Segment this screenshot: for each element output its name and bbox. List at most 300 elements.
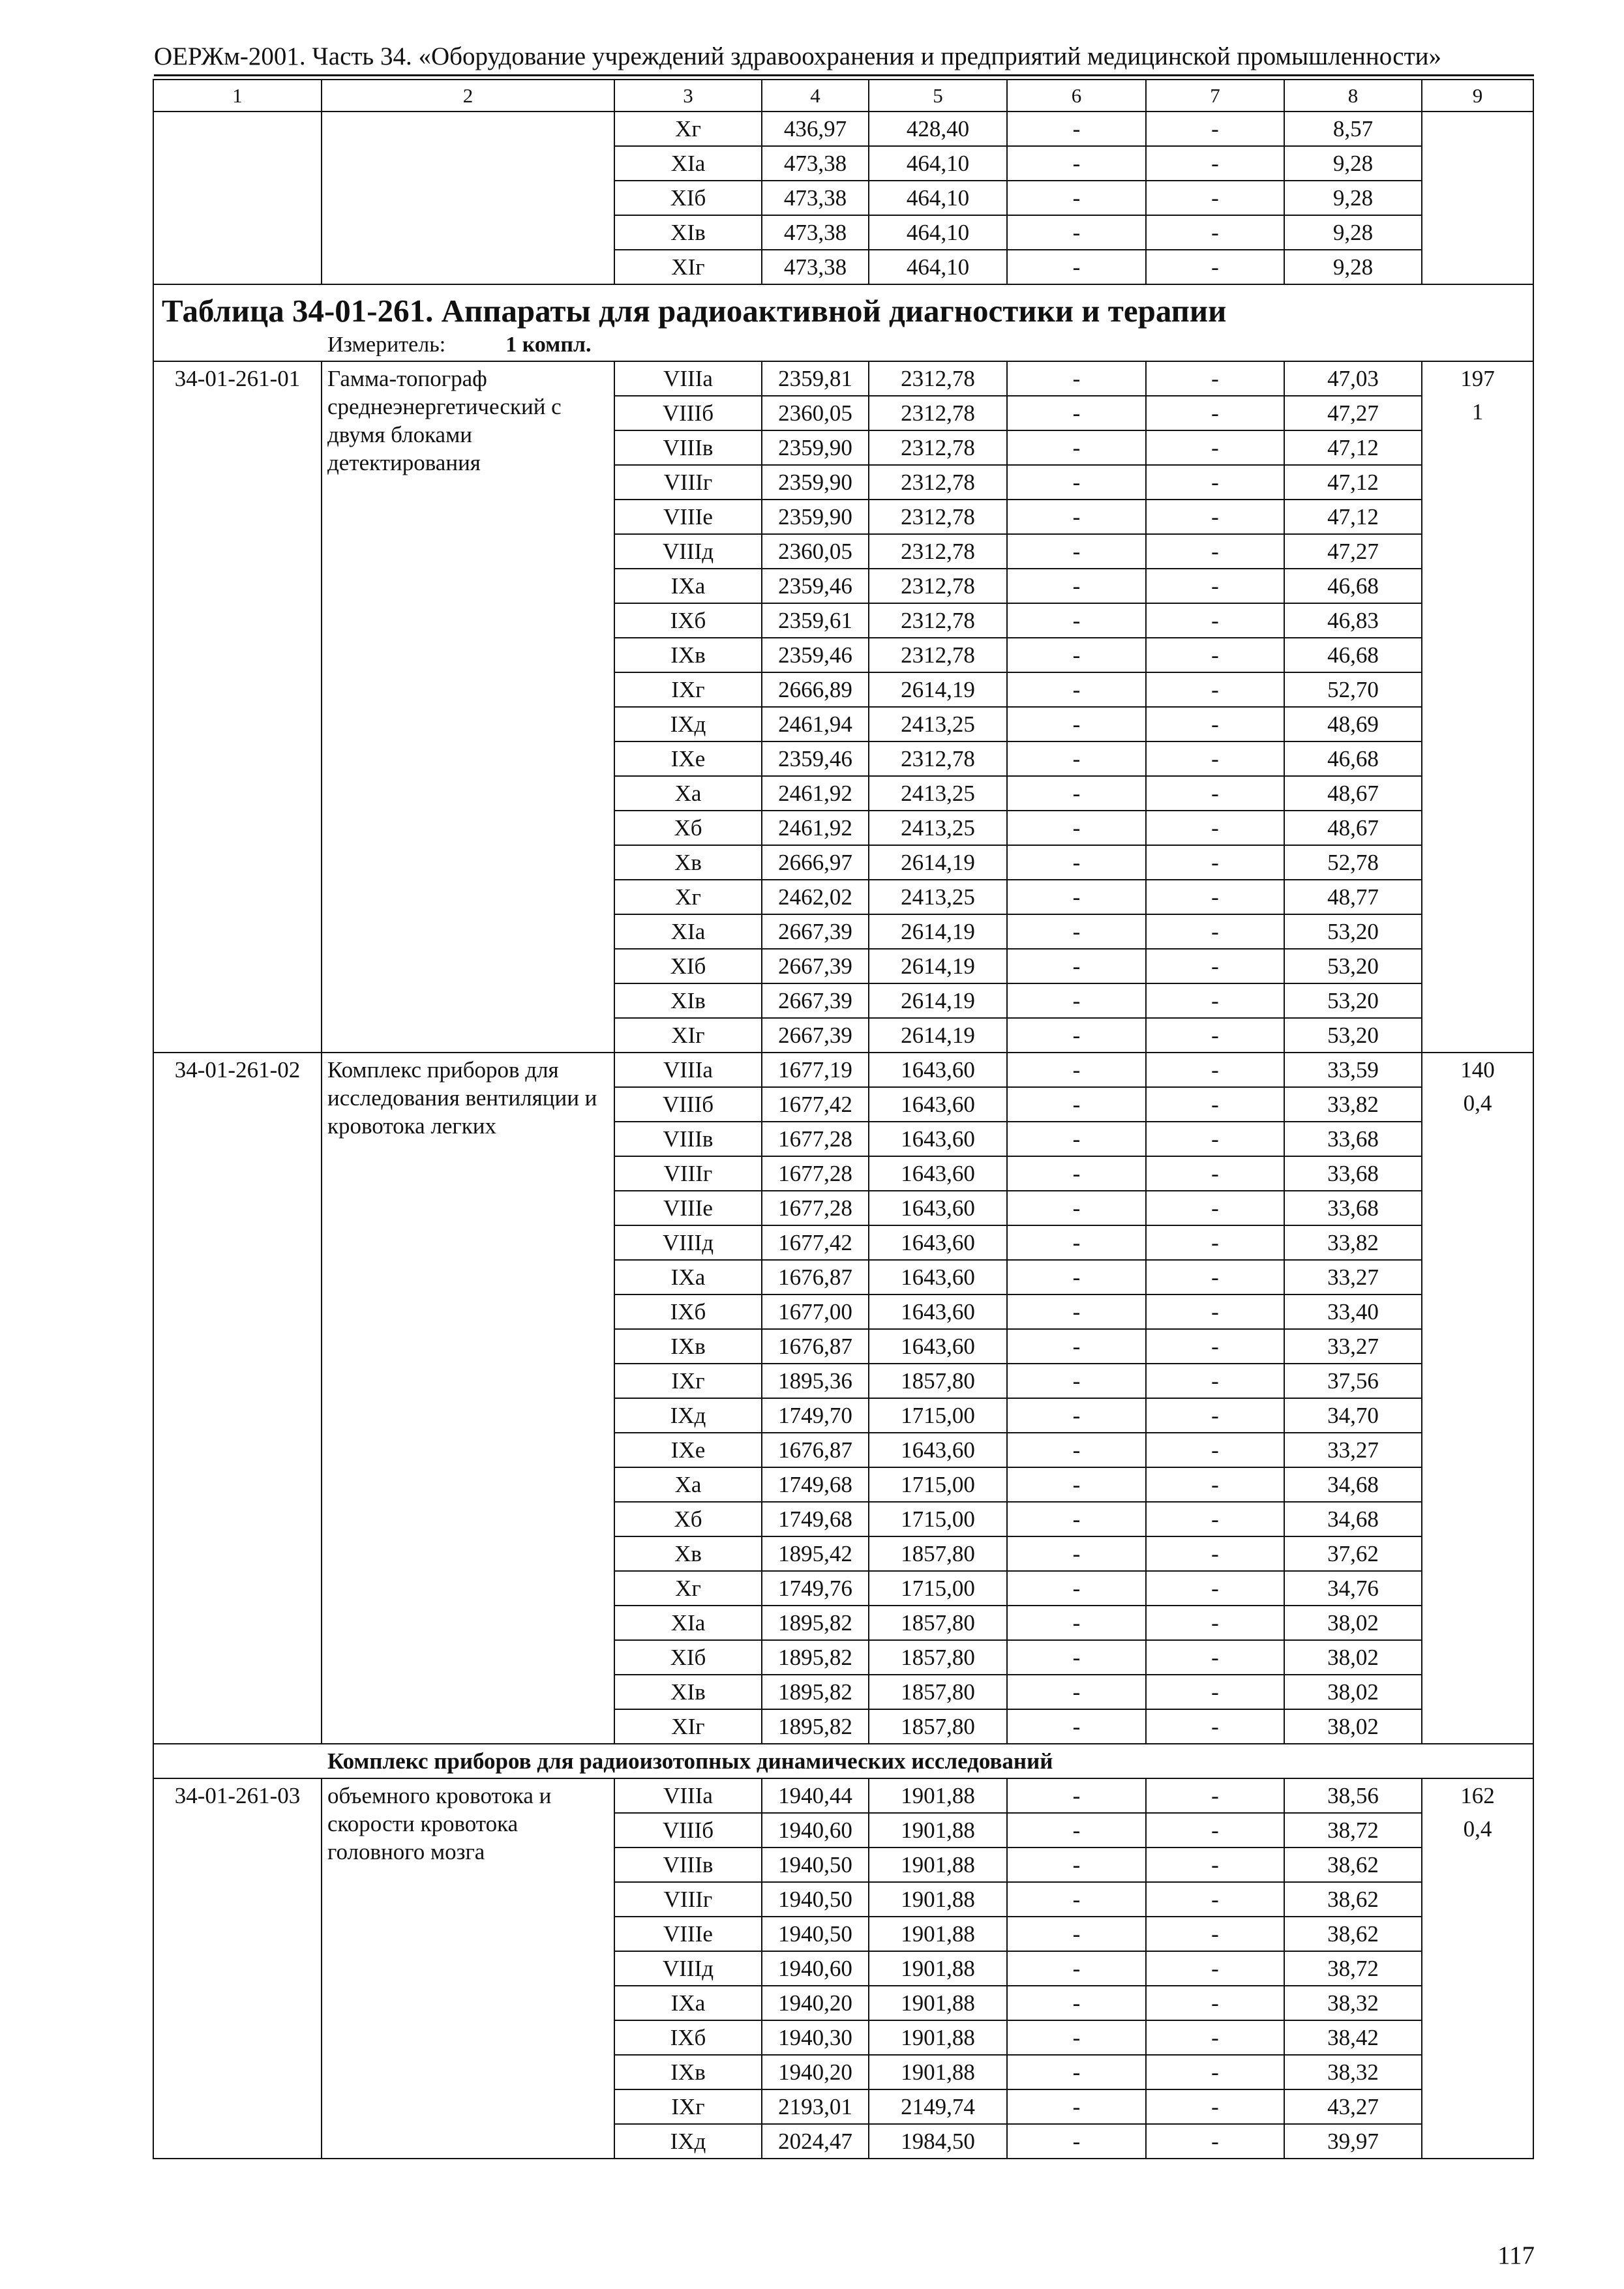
table-cell: VIIIа (614, 361, 762, 396)
table-cell: - (1146, 1502, 1284, 1536)
table-cell: 1643,60 (869, 1294, 1007, 1329)
table-cell: 1677,19 (762, 1053, 869, 1087)
table-cell: 1901,88 (869, 2055, 1007, 2089)
table-cell: - (1007, 1848, 1146, 1882)
table-cell: 38,02 (1284, 1675, 1422, 1709)
table-row (153, 361, 1533, 396)
table-cell: 47,12 (1284, 465, 1422, 500)
table-cell: - (1007, 776, 1146, 811)
table-cell: - (1007, 672, 1146, 707)
table-cell: 2413,25 (869, 811, 1007, 845)
table-cell: 1643,60 (869, 1433, 1007, 1467)
table-cell: 1895,36 (762, 1364, 869, 1398)
table-cell: - (1146, 1882, 1284, 1917)
table-cell: 38,42 (1284, 2020, 1422, 2055)
table-cell: 1749,68 (762, 1467, 869, 1502)
table-cell: - (1146, 1225, 1284, 1260)
table-cell: VIIIг (614, 1156, 762, 1191)
table-cell: 1715,00 (869, 1398, 1007, 1433)
table-cell: IXв (614, 1329, 762, 1364)
table-cell: XIа (614, 914, 762, 949)
table-cell: - (1146, 776, 1284, 811)
table-cell: - (1146, 1675, 1284, 1709)
table-cell: 436,97 (762, 112, 869, 146)
table-cell: VIIIв (614, 1848, 762, 1882)
column-number: 4 (762, 80, 869, 112)
table-cell: 34,68 (1284, 1467, 1422, 1502)
table-cell: - (1146, 1467, 1284, 1502)
table-cell: IXб (614, 2020, 762, 2055)
table-cell: - (1146, 569, 1284, 603)
resource-code: 34-01-261-03 (153, 1778, 322, 2159)
table-cell: - (1007, 811, 1146, 845)
table-cell: - (1007, 845, 1146, 880)
mass-cell (1422, 361, 1533, 1053)
table-cell: - (1146, 215, 1284, 250)
table-cell: VIIIв (614, 1122, 762, 1156)
table-cell: 2667,39 (762, 983, 869, 1018)
table-cell: 1940,60 (762, 1813, 869, 1848)
table-cell: 1940,20 (762, 1986, 869, 2020)
resource-code: 34-01-261-01 (153, 361, 322, 1053)
table-cell: 1643,60 (869, 1260, 1007, 1294)
table-cell: 9,28 (1284, 215, 1422, 250)
table-cell: 46,68 (1284, 569, 1422, 603)
table-heading-cell (153, 284, 1533, 361)
table-cell: 2359,61 (762, 603, 869, 638)
table-cell: - (1146, 2020, 1284, 2055)
table-cell: 33,27 (1284, 1433, 1422, 1467)
table-cell: XIб (614, 181, 762, 215)
table-cell: 38,32 (1284, 2055, 1422, 2089)
table-cell: - (1146, 707, 1284, 741)
table-cell: - (1007, 1882, 1146, 1917)
table-cell: 473,38 (762, 250, 869, 284)
table-cell: 1643,60 (869, 1053, 1007, 1087)
table-cell: - (1007, 983, 1146, 1018)
table-cell: 1901,88 (869, 1917, 1007, 1951)
table-cell: VIIIд (614, 1225, 762, 1260)
table-cell: - (1146, 1571, 1284, 1606)
table-cell: 2614,19 (869, 914, 1007, 949)
table-cell: - (1146, 1018, 1284, 1053)
table-cell: - (1007, 1502, 1146, 1536)
table-cell: - (1007, 215, 1146, 250)
table-cell: - (1007, 1329, 1146, 1364)
table-cell: IXе (614, 741, 762, 776)
table-cell: 2461,92 (762, 776, 869, 811)
table-cell: 1715,00 (869, 1467, 1007, 1502)
column-number: 8 (1284, 80, 1422, 112)
table-cell: 9,28 (1284, 181, 1422, 215)
table-cell: - (1146, 1986, 1284, 2020)
page-header-title: ОЕРЖм-2001. Часть 34. «Оборудование учреждений здравоохранения и предприятий медицинской промышленности» (154, 42, 1441, 70)
table-cell: 1749,68 (762, 1502, 869, 1536)
table-cell: 2667,39 (762, 1018, 869, 1053)
table-cell: 37,56 (1284, 1364, 1422, 1398)
table-cell: 1895,82 (762, 1606, 869, 1640)
table-cell: - (1146, 603, 1284, 638)
table-cell: 1895,82 (762, 1709, 869, 1744)
table-cell: 1857,80 (869, 1675, 1007, 1709)
table-cell: - (1146, 430, 1284, 465)
table-cell: - (1007, 465, 1146, 500)
table-cell: 48,67 (1284, 776, 1422, 811)
table-cell: XIв (614, 1675, 762, 1709)
table-cell: IXд (614, 1398, 762, 1433)
table-cell: 1677,28 (762, 1156, 869, 1191)
table-cell: Xб (614, 811, 762, 845)
table-cell: - (1146, 534, 1284, 569)
table-cell: 1676,87 (762, 1329, 869, 1364)
rates-table (153, 79, 1534, 2159)
table-cell: - (1007, 1951, 1146, 1986)
table-cell: 1676,87 (762, 1433, 869, 1467)
table-row (153, 1053, 1533, 1087)
table-cell: 52,78 (1284, 845, 1422, 880)
table-cell: - (1007, 112, 1146, 146)
table-cell: - (1007, 1398, 1146, 1433)
table-cell: 38,62 (1284, 1917, 1422, 1951)
table-cell: - (1146, 112, 1284, 146)
table-cell: - (1146, 465, 1284, 500)
table-cell: VIIIб (614, 396, 762, 430)
table-cell: 9,28 (1284, 146, 1422, 181)
table-cell: Xв (614, 1536, 762, 1571)
table-cell: XIа (614, 146, 762, 181)
table-cell: - (1007, 741, 1146, 776)
table-cell: 1940,50 (762, 1882, 869, 1917)
table-cell: 52,70 (1284, 672, 1422, 707)
table-cell: 2614,19 (869, 845, 1007, 880)
table-cell: - (1007, 1709, 1146, 1744)
table-cell: IXа (614, 1260, 762, 1294)
table-cell: - (1007, 1433, 1146, 1467)
table-cell: 2413,25 (869, 776, 1007, 811)
table-cell: 1940,44 (762, 1778, 869, 1813)
table-cell: 2312,78 (869, 534, 1007, 569)
table-cell: - (1146, 1640, 1284, 1675)
table-cell: 47,27 (1284, 396, 1422, 430)
table-cell: VIIIд (614, 1951, 762, 1986)
table-cell: - (1146, 2089, 1284, 2124)
table-cell: 2312,78 (869, 430, 1007, 465)
mass-cell (1422, 1778, 1533, 2159)
table-cell: 2312,78 (869, 741, 1007, 776)
table-cell: 34,70 (1284, 1398, 1422, 1433)
column-number: 9 (1422, 80, 1533, 112)
table-cell: 48,77 (1284, 880, 1422, 914)
table-cell: - (1007, 638, 1146, 672)
table-cell: 2614,19 (869, 983, 1007, 1018)
table-cell: VIIIе (614, 1191, 762, 1225)
table-cell: - (1007, 361, 1146, 396)
table-cell: IXа (614, 1986, 762, 2020)
table-cell: 1940,50 (762, 1848, 869, 1882)
table-cell: 1901,88 (869, 1848, 1007, 1882)
table-cell: 2312,78 (869, 361, 1007, 396)
table-cell: 1715,00 (869, 1502, 1007, 1536)
table-cell: 2614,19 (869, 1018, 1007, 1053)
table-cell: 1940,60 (762, 1951, 869, 1986)
table-cell: 2461,94 (762, 707, 869, 741)
table-cell: 34,68 (1284, 1502, 1422, 1536)
table-cell: 1901,88 (869, 1813, 1007, 1848)
column-number: 6 (1007, 80, 1146, 112)
table-cell: 33,40 (1284, 1294, 1422, 1329)
header-divider (154, 74, 1534, 76)
table-cell: - (1146, 2124, 1284, 2159)
table-cell: - (1007, 1294, 1146, 1329)
table-cell: - (1007, 603, 1146, 638)
table-cell: VIIIд (614, 534, 762, 569)
mass-value: 140 (1460, 1057, 1495, 1083)
table-cell: 1901,88 (869, 1951, 1007, 1986)
table-title: Таблица 34-01-261. Аппараты для радиоактивной диагностики и терапии (162, 293, 1227, 329)
table-cell: 2312,78 (869, 638, 1007, 672)
table-cell: - (1146, 811, 1284, 845)
table-cell: 2614,19 (869, 672, 1007, 707)
table-cell: 2193,01 (762, 2089, 869, 2124)
table-row (153, 1778, 1533, 1813)
table-cell: 33,68 (1284, 1156, 1422, 1191)
table-cell: 53,20 (1284, 1018, 1422, 1053)
table-cell: IXб (614, 1294, 762, 1329)
table-row (153, 112, 1533, 146)
table-cell: 33,27 (1284, 1329, 1422, 1364)
table-cell: - (1146, 1848, 1284, 1882)
table-cell: 38,62 (1284, 1882, 1422, 1917)
meter-line (154, 331, 1533, 359)
table-cell: 47,12 (1284, 500, 1422, 534)
table-cell: - (1007, 2089, 1146, 2124)
table-cell: - (1007, 949, 1146, 983)
table-cell: 46,68 (1284, 741, 1422, 776)
table-cell: - (1007, 1917, 1146, 1951)
table-cell: - (1146, 1053, 1284, 1087)
table-cell: 34,76 (1284, 1571, 1422, 1606)
table-cell: IXб (614, 603, 762, 638)
mass-cell (1422, 1053, 1533, 1744)
table-cell: - (1007, 1122, 1146, 1156)
table-cell: - (1007, 430, 1146, 465)
table-cell: XIб (614, 1640, 762, 1675)
table-cell: - (1007, 1778, 1146, 1813)
table-cell: - (1146, 845, 1284, 880)
table-cell: - (1146, 1294, 1284, 1329)
mass-value: 1 (1471, 399, 1484, 425)
table-cell: - (1007, 1675, 1146, 1709)
table-cell: 38,02 (1284, 1640, 1422, 1675)
table-cell: - (1007, 914, 1146, 949)
table-cell: 2312,78 (869, 569, 1007, 603)
table-cell: 1895,82 (762, 1640, 869, 1675)
table-cell: - (1146, 1951, 1284, 1986)
table-cell: 38,62 (1284, 1848, 1422, 1882)
table-cell: - (1146, 1329, 1284, 1364)
table-cell: - (1007, 1606, 1146, 1640)
table-cell: Xг (614, 880, 762, 914)
table-cell: - (1146, 949, 1284, 983)
mass-value: 0,4 (1463, 1090, 1492, 1116)
resource-code: 34-01-261-02 (153, 1053, 322, 1744)
table-cell: - (1007, 1571, 1146, 1606)
table-cell: 2360,05 (762, 534, 869, 569)
table-cell: - (1146, 1709, 1284, 1744)
table-cell: 1901,88 (869, 1778, 1007, 1813)
table-cell: 48,67 (1284, 811, 1422, 845)
table-cell: - (1007, 500, 1146, 534)
table-cell: 1940,50 (762, 1917, 869, 1951)
table-cell: - (1146, 250, 1284, 284)
table-cell: 33,82 (1284, 1087, 1422, 1122)
table-cell: 37,62 (1284, 1536, 1422, 1571)
column-number: 3 (614, 80, 762, 112)
table-cell: 1749,70 (762, 1398, 869, 1433)
table-cell: - (1146, 1087, 1284, 1122)
mass-value: 197 (1460, 366, 1495, 391)
unit-cell (1422, 112, 1533, 284)
table-cell: Xа (614, 776, 762, 811)
table-cell: 2462,02 (762, 880, 869, 914)
table-cell: Xб (614, 1502, 762, 1536)
table-cell: - (1146, 1536, 1284, 1571)
table-cell: - (1146, 181, 1284, 215)
table-cell: - (1007, 1364, 1146, 1398)
table-cell: 2614,19 (869, 949, 1007, 983)
table-cell: 2667,39 (762, 914, 869, 949)
table-cell: 1895,82 (762, 1675, 869, 1709)
table-cell: 2359,90 (762, 500, 869, 534)
table-cell: - (1146, 1191, 1284, 1225)
table-cell: VIIIе (614, 1917, 762, 1951)
table-cell: IXг (614, 2089, 762, 2124)
table-cell: 33,82 (1284, 1225, 1422, 1260)
table-cell: 43,27 (1284, 2089, 1422, 2124)
meter-label: Измеритель: (327, 333, 446, 357)
table-cell: - (1146, 1260, 1284, 1294)
table-cell: XIв (614, 983, 762, 1018)
table-cell: VIIIа (614, 1778, 762, 1813)
table-cell: 33,68 (1284, 1122, 1422, 1156)
table-cell: - (1007, 2124, 1146, 2159)
table-cell: 2666,89 (762, 672, 869, 707)
table-cell: 2359,90 (762, 430, 869, 465)
table-cell: 1857,80 (869, 1364, 1007, 1398)
table-cell: 33,59 (1284, 1053, 1422, 1087)
table-cell: - (1007, 1640, 1146, 1675)
mass-value: 0,4 (1463, 1816, 1492, 1842)
table-cell: 1857,80 (869, 1536, 1007, 1571)
column-number: 2 (322, 80, 614, 112)
table-cell: - (1146, 1813, 1284, 1848)
table-cell: XIа (614, 1606, 762, 1640)
table-cell: XIг (614, 1018, 762, 1053)
table-cell: 38,02 (1284, 1709, 1422, 1744)
table-cell: - (1146, 983, 1284, 1018)
table-cell: - (1146, 1398, 1284, 1433)
table-cell: 1643,60 (869, 1122, 1007, 1156)
table-cell: - (1146, 638, 1284, 672)
table-cell: 1677,42 (762, 1225, 869, 1260)
table-cell: 2312,78 (869, 603, 1007, 638)
table-cell: 2312,78 (869, 396, 1007, 430)
table-cell: 1895,42 (762, 1536, 869, 1571)
table-cell: - (1146, 1156, 1284, 1191)
table-cell: - (1146, 741, 1284, 776)
table-cell: 1940,20 (762, 2055, 869, 2089)
table-cell: 2413,25 (869, 880, 1007, 914)
table-cell: - (1007, 1986, 1146, 2020)
table-cell: - (1146, 361, 1284, 396)
table-cell: 2024,47 (762, 2124, 869, 2159)
table-cell: - (1007, 880, 1146, 914)
table-cell: - (1007, 2020, 1146, 2055)
table-cell: 2360,05 (762, 396, 869, 430)
table-cell: 38,56 (1284, 1778, 1422, 1813)
table-cell: 1677,28 (762, 1122, 869, 1156)
table-cell: 1676,87 (762, 1260, 869, 1294)
table-cell: 1901,88 (869, 1986, 1007, 2020)
table-cell: VIIIб (614, 1087, 762, 1122)
table-cell: - (1007, 250, 1146, 284)
table-cell: 9,28 (1284, 250, 1422, 284)
table-cell: - (1007, 2055, 1146, 2089)
table-cell: 53,20 (1284, 949, 1422, 983)
table-cell: - (1146, 672, 1284, 707)
table-cell: - (1146, 146, 1284, 181)
code-cell (153, 112, 322, 284)
table-cell: Xг (614, 1571, 762, 1606)
resource-name: Комплекс приборов для исследования вентиляции и кровотока легких (322, 1053, 614, 1744)
table-cell: VIIIг (614, 1882, 762, 1917)
table-cell: XIб (614, 949, 762, 983)
column-number-row (153, 80, 1533, 112)
table-cell: - (1146, 1122, 1284, 1156)
name-cell (322, 112, 614, 284)
rates-table-body (153, 80, 1533, 2159)
table-cell: 1940,30 (762, 2020, 869, 2055)
table-cell: 1677,28 (762, 1191, 869, 1225)
subheading-row (153, 1744, 1533, 1778)
table-cell: - (1007, 1156, 1146, 1191)
table-cell: 47,27 (1284, 534, 1422, 569)
table-cell: 1857,80 (869, 1606, 1007, 1640)
table-cell: - (1146, 2055, 1284, 2089)
table-cell: 1677,00 (762, 1294, 869, 1329)
table-cell: 2413,25 (869, 707, 1007, 741)
table-cell: Xг (614, 112, 762, 146)
table-cell: - (1007, 1536, 1146, 1571)
table-cell: - (1146, 1778, 1284, 1813)
table-cell: 2461,92 (762, 811, 869, 845)
table-cell: - (1007, 1191, 1146, 1225)
mass-value: 162 (1460, 1783, 1495, 1808)
table-cell: 1857,80 (869, 1640, 1007, 1675)
table-cell: 1749,76 (762, 1571, 869, 1606)
table-cell: 464,10 (869, 146, 1007, 181)
table-cell: 38,72 (1284, 1951, 1422, 1986)
table-cell: IXг (614, 1364, 762, 1398)
table-cell: IXа (614, 569, 762, 603)
table-cell: VIIIв (614, 430, 762, 465)
table-cell: 33,27 (1284, 1260, 1422, 1294)
table-cell: - (1007, 1053, 1146, 1087)
resource-name: Гамма-топограф среднеэнергетический с двумя блоками детектирования (322, 361, 614, 1053)
table-cell: 1901,88 (869, 2020, 1007, 2055)
table-cell: 8,57 (1284, 112, 1422, 146)
table-cell: 1643,60 (869, 1156, 1007, 1191)
